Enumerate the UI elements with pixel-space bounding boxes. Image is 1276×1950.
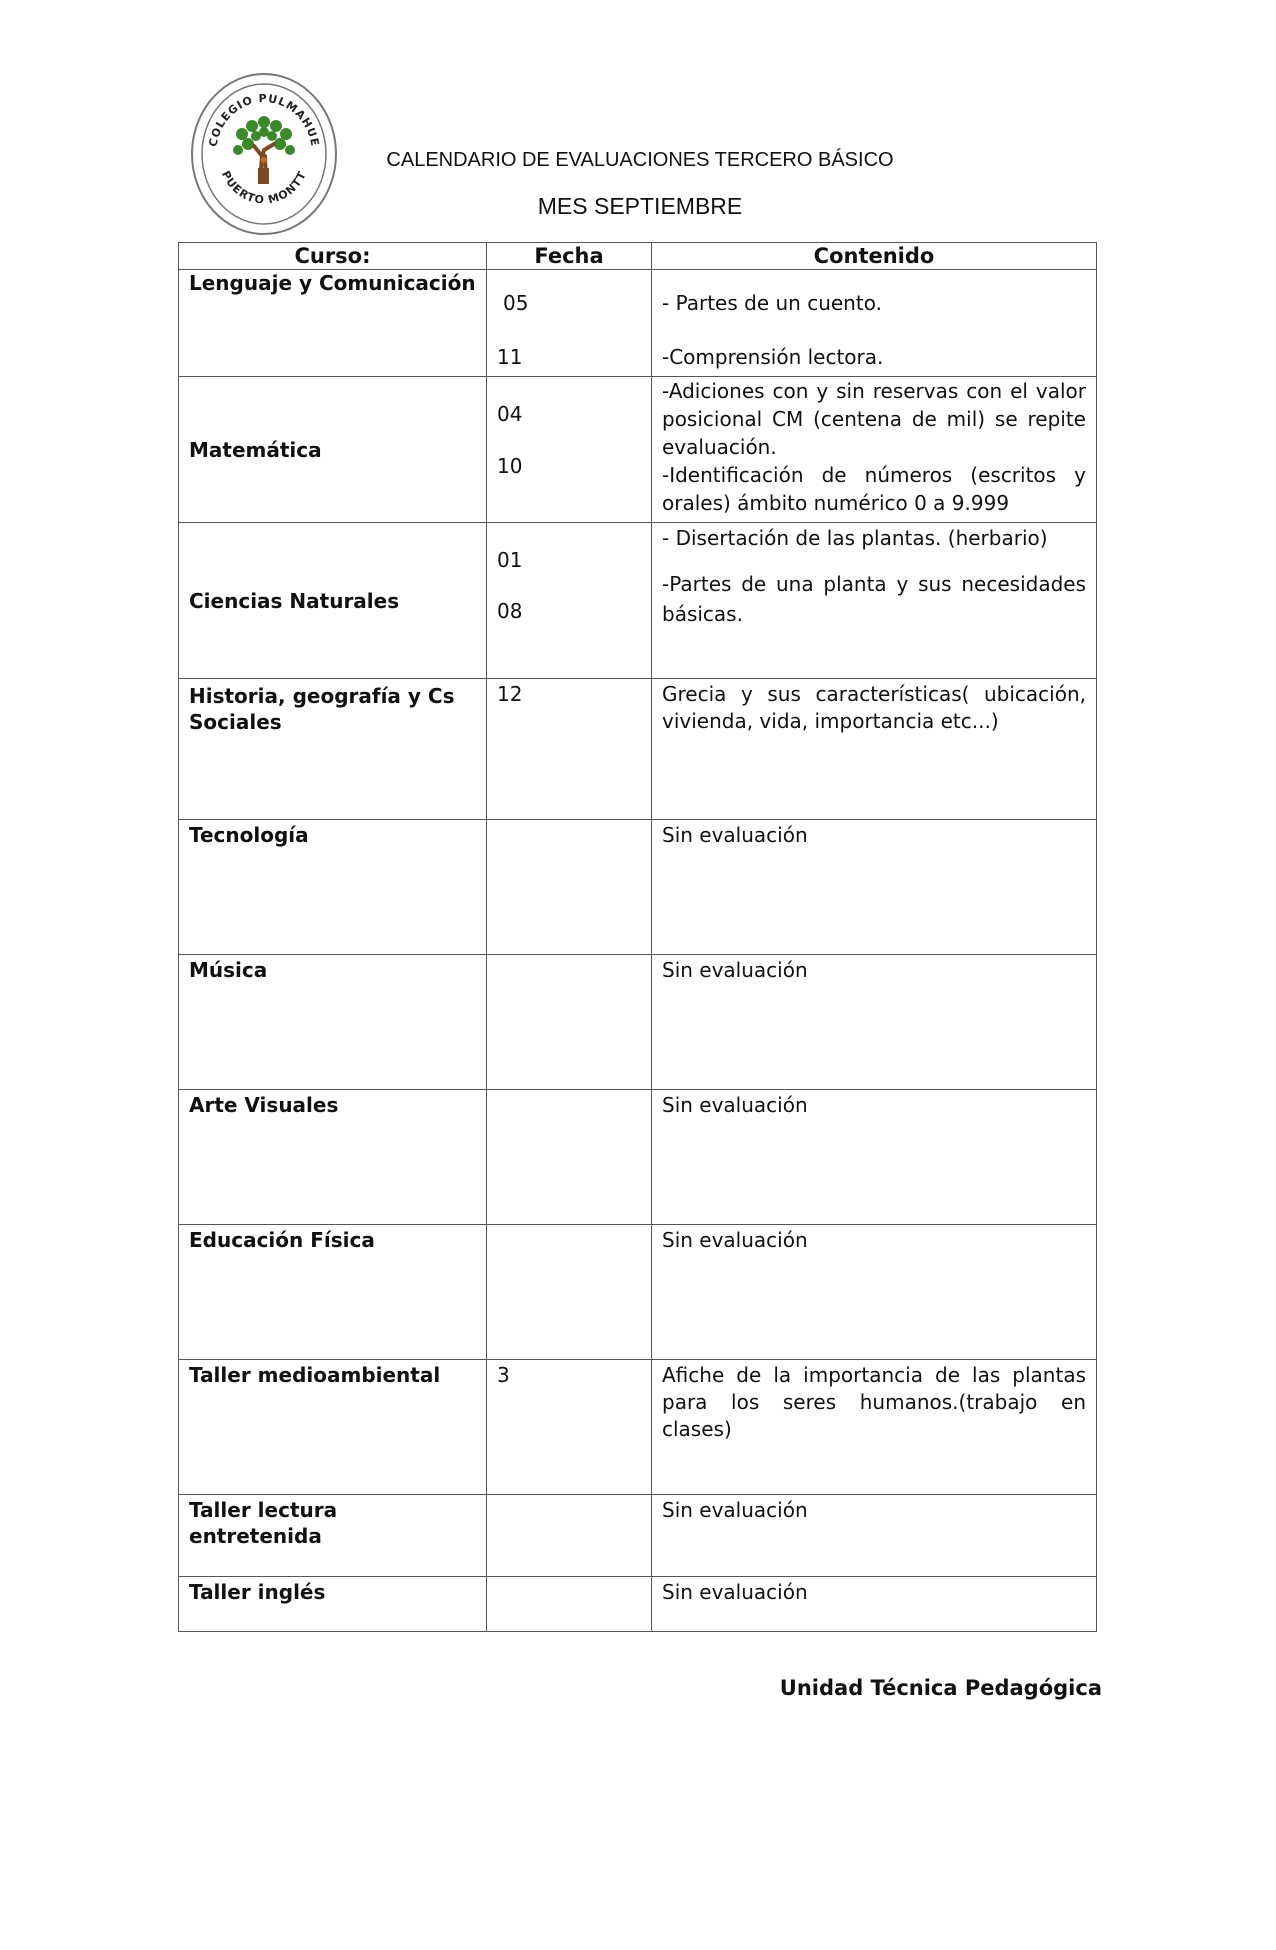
subject-name: Arte Visuales [189,1093,339,1117]
evaluation-date: 01 [497,548,523,572]
table-row [179,1495,1097,1577]
evaluation-content: -Partes de una planta y sus necesidades básicas. [662,572,1086,626]
footer-signature: Unidad Técnica Pedagógica [779,1676,1102,1700]
evaluation-date: 04 [497,402,523,426]
table-row [179,820,1097,955]
table-row [179,1577,1097,1632]
subject-name: Historia, geografía y Cs Sociales [189,684,455,734]
table-row [179,523,1097,679]
column-header-content: Contenido [652,243,1097,270]
evaluation-content: Sin evaluación [662,1228,808,1252]
column-header-date: Fecha [487,243,652,270]
evaluation-date: 12 [497,682,523,706]
subject-name: Matemática [189,437,322,462]
school-seal-logo [190,72,338,236]
evaluation-date: 11 [497,345,523,369]
evaluation-content: Sin evaluación [662,1093,808,1117]
logo-top-text: COLEGIO PULMAHUE [206,91,322,148]
subject-name: Taller lectura entretenida [189,1498,338,1548]
subject-name: Ciencias Naturales [189,588,400,613]
evaluation-date: 05 [503,291,529,315]
table-row [179,1225,1097,1360]
evaluation-content: - Disertación de las plantas. (herbario) [662,526,1048,550]
table-row [179,377,1097,523]
evaluation-date: 10 [497,454,523,478]
evaluation-date: 08 [497,599,523,623]
evaluation-content: -Identificación de números (escritos y orales) ámbito numérico 0 a 9.999 [662,463,1086,515]
table-row [179,1360,1097,1495]
tree-icon [233,116,295,184]
subject-name: Taller medioambiental [189,1363,441,1387]
table-row [179,679,1097,820]
page-title: CALENDARIO DE EVALUACIONES TERCERO BÁSICO [386,149,894,171]
evaluation-calendar-table [178,242,1097,1632]
logo-bottom-text: PUERTO MONTT [218,168,310,207]
evaluation-content: Afiche de la importancia de las plantas para los seres humanos.(trabajo en clases) [662,1363,1086,1441]
evaluation-content: -Adiciones con y sin reservas con el valor posicional CM (centena de mil) se repite evaluación. [662,379,1086,459]
page-subtitle: MES SEPTIEMBRE [537,193,743,219]
subject-name: Música [189,958,268,982]
column-header-course: Curso: [179,243,487,270]
evaluation-content: Sin evaluación [662,1498,808,1522]
subject-name: Educación Física [189,1228,375,1252]
table-header-row [179,243,1097,270]
table-row [179,955,1097,1090]
evaluation-content: - Partes de un cuento. [662,291,882,315]
evaluation-date: 3 [497,1363,510,1387]
evaluation-content: Sin evaluación [662,1580,808,1604]
subject-name: Lenguaje y Comunicación [189,271,476,295]
evaluation-content: Grecia y sus características( ubicación, vivienda, vida, importancia etc...) [662,682,1086,733]
subject-name: Taller inglés [189,1580,326,1604]
evaluation-content: Sin evaluación [662,958,808,982]
subject-name: Tecnología [189,823,309,847]
table-row [179,270,1097,377]
evaluation-content: -Comprensión lectora. [662,345,884,369]
table-row [179,1090,1097,1225]
evaluation-content: Sin evaluación [662,823,808,847]
